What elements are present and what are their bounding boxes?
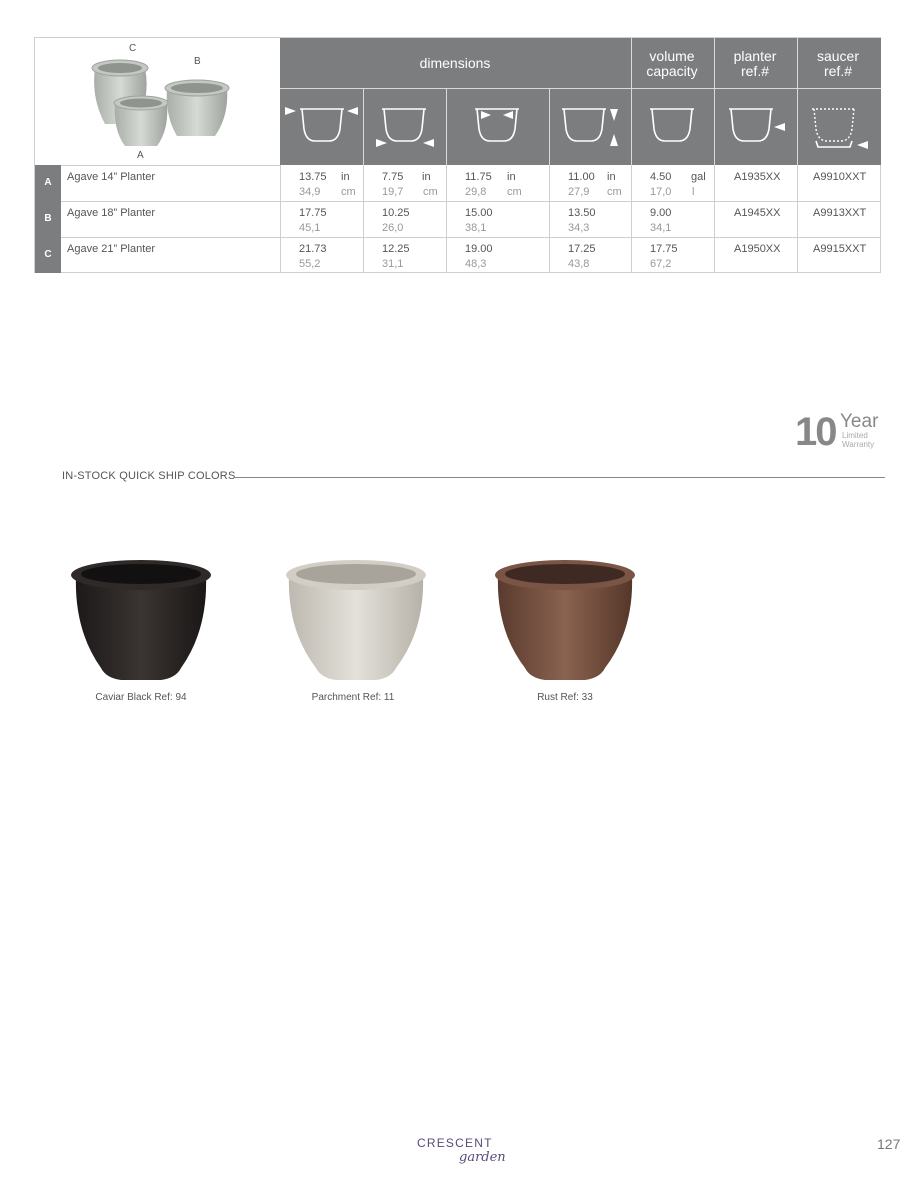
pot-label-a: A bbox=[137, 150, 144, 161]
icon-height bbox=[550, 89, 631, 165]
header-band bbox=[280, 38, 881, 89]
height-in: 11.00 bbox=[568, 171, 595, 183]
header-volume: volume capacity bbox=[646, 48, 698, 79]
inner-diameter-cm: 48,3 bbox=[465, 258, 487, 270]
unit-gal: gal bbox=[691, 171, 706, 183]
product-name: Agave 21” Planter bbox=[67, 243, 156, 255]
unit-l: l bbox=[692, 186, 695, 198]
unit-cm: cm bbox=[341, 186, 356, 198]
planter-ref: A1950XX bbox=[734, 243, 781, 255]
icon-top-diameter bbox=[280, 89, 363, 165]
unit-in: in bbox=[341, 171, 350, 183]
brand-logo bbox=[417, 1136, 507, 1172]
planter-ref: A1945XX bbox=[734, 207, 781, 219]
unit-in: in bbox=[607, 171, 616, 183]
inner-diameter-in: 15.00 bbox=[465, 207, 493, 219]
color-swatch-rust bbox=[490, 550, 640, 690]
row-letter-a: A bbox=[35, 165, 61, 201]
icon-volume bbox=[632, 89, 714, 165]
color-label: Caviar Black Ref: 94 bbox=[95, 692, 187, 703]
color-label: Parchment Ref: 11 bbox=[311, 692, 395, 703]
base-diameter-cm: 26,0 bbox=[382, 222, 404, 234]
volume-gal: 17.75 bbox=[650, 243, 678, 255]
warranty-badge bbox=[795, 410, 895, 455]
volume-l: 17,0 bbox=[650, 186, 672, 198]
warranty-number: 10 bbox=[795, 410, 836, 454]
product-name: Agave 18” Planter bbox=[67, 207, 156, 219]
header-saucer-ref: saucer ref.# bbox=[816, 48, 860, 79]
icon-inner-diameter bbox=[447, 89, 549, 165]
unit-cm: cm bbox=[607, 186, 622, 198]
volume-gal: 9.00 bbox=[650, 207, 672, 219]
unit-cm: cm bbox=[507, 186, 522, 198]
top-diameter-cm: 34,9 bbox=[299, 186, 321, 198]
base-diameter-in: 7.75 bbox=[382, 171, 404, 183]
unit-cm: cm bbox=[423, 186, 438, 198]
inner-diameter-in: 11.75 bbox=[465, 171, 492, 183]
planter-ref: A1935XX bbox=[734, 171, 781, 183]
base-diameter-in: 12.25 bbox=[382, 243, 410, 255]
product-group-image bbox=[35, 38, 281, 166]
volume-l: 67,2 bbox=[650, 258, 672, 270]
saucer-ref: A9910XXT bbox=[813, 171, 867, 183]
inner-diameter-in: 19.00 bbox=[465, 243, 493, 255]
unit-in: in bbox=[507, 171, 516, 183]
volume-l: 34,1 bbox=[650, 222, 672, 234]
icon-base-diameter bbox=[364, 89, 446, 165]
warranty-text: Warranty bbox=[842, 440, 875, 449]
page-number: 127 bbox=[877, 1136, 901, 1152]
top-diameter-in: 13.75 bbox=[299, 171, 327, 183]
inner-diameter-cm: 38,1 bbox=[465, 222, 487, 234]
color-label: Rust Ref: 33 bbox=[537, 692, 593, 703]
icon-saucer bbox=[798, 89, 881, 165]
height-cm: 43,8 bbox=[568, 258, 590, 270]
height-in: 17.25 bbox=[568, 243, 596, 255]
height-cm: 27,9 bbox=[568, 186, 590, 198]
top-diameter-in: 17.75 bbox=[299, 207, 327, 219]
product-name: Agave 14” Planter bbox=[67, 171, 156, 183]
base-diameter-in: 10.25 bbox=[382, 207, 410, 219]
unit-in: in bbox=[422, 171, 431, 183]
base-diameter-cm: 19,7 bbox=[382, 186, 404, 198]
planter-group-illustration bbox=[35, 38, 280, 165]
saucer-ref: A9913XXT bbox=[813, 207, 867, 219]
top-diameter-cm: 55,2 bbox=[299, 258, 321, 270]
pot-label-b: B bbox=[194, 56, 201, 67]
brand-name: CRESCENT bbox=[417, 1136, 493, 1150]
spec-table bbox=[34, 37, 881, 273]
colors-section-title: IN-STOCK QUICK SHIP COLORS bbox=[62, 470, 236, 482]
height-in: 13.50 bbox=[568, 207, 596, 219]
row-letter-b: B bbox=[35, 201, 61, 237]
icon-planter bbox=[715, 89, 797, 165]
height-cm: 34,3 bbox=[568, 222, 590, 234]
top-diameter-in: 21.73 bbox=[299, 243, 327, 255]
header-planter-ref: planter ref.# bbox=[733, 48, 777, 79]
color-swatch-parchment bbox=[281, 550, 431, 690]
warranty-year: Year bbox=[840, 411, 879, 432]
pot-label-c: C bbox=[129, 43, 137, 54]
inner-diameter-cm: 29,8 bbox=[465, 186, 487, 198]
base-diameter-cm: 31,1 bbox=[382, 258, 404, 270]
row-letter-c: C bbox=[35, 237, 61, 273]
brand-sub: garden bbox=[459, 1150, 506, 1165]
color-swatch-caviar-black bbox=[66, 550, 216, 690]
top-diameter-cm: 45,1 bbox=[299, 222, 321, 234]
volume-gal: 4.50 bbox=[650, 171, 672, 183]
header-dimensions: dimensions bbox=[419, 55, 491, 71]
saucer-ref: A9915XXT bbox=[813, 243, 867, 255]
section-divider bbox=[235, 477, 885, 478]
warranty-limited: Limited bbox=[842, 431, 868, 440]
